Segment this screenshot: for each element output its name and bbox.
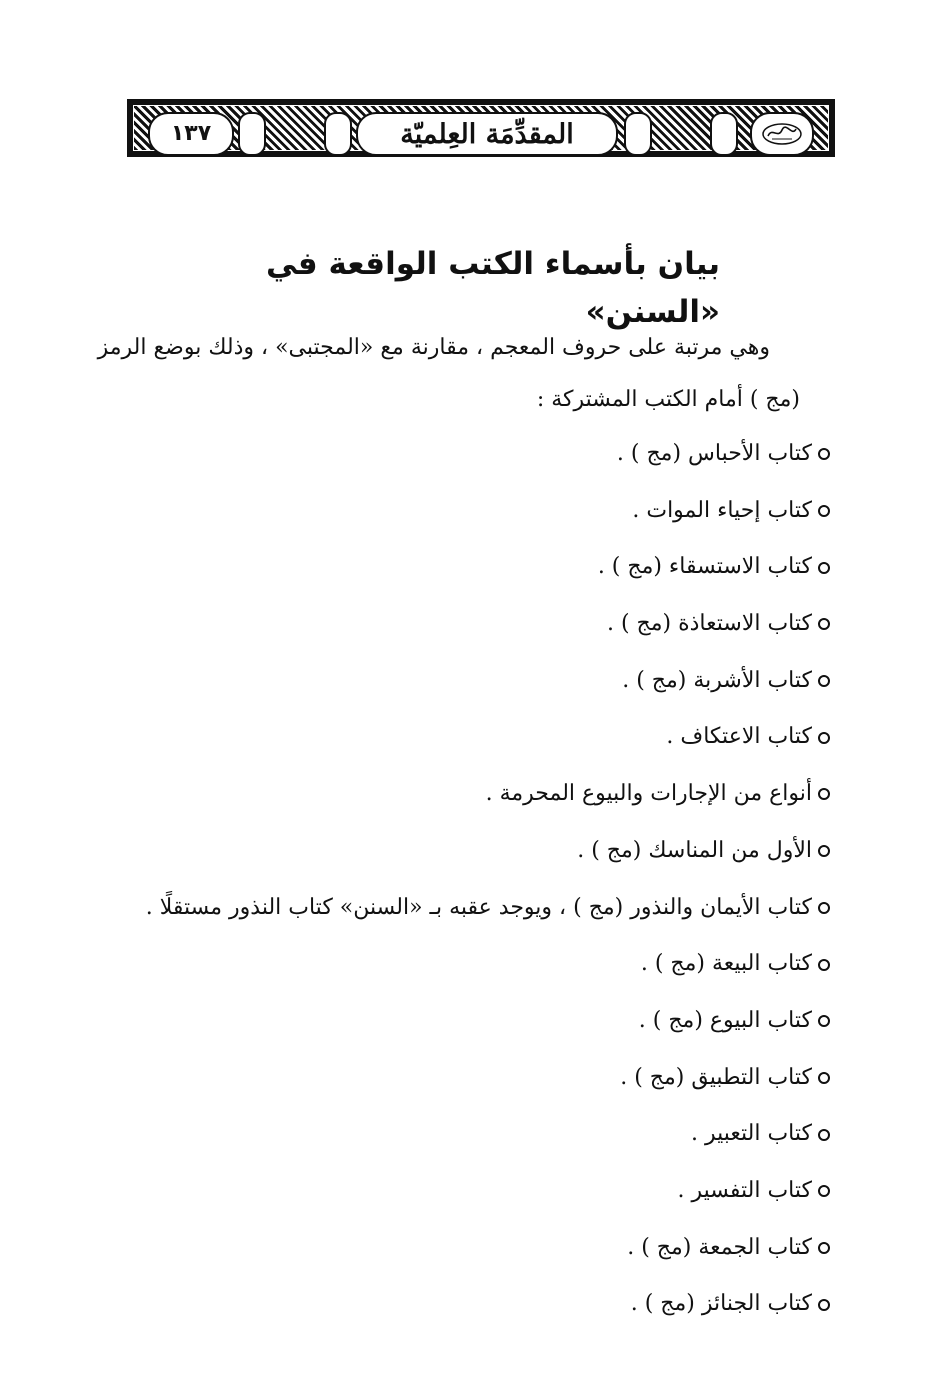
bullet-circle-icon [818,1299,830,1311]
list-item [130,596,830,653]
list-item-text: كتاب التعبير . [691,1121,812,1147]
bullet-circle-icon [818,788,830,800]
emblem-icon [750,112,814,156]
list-item-text: كتاب التفسير . [677,1177,812,1203]
intro-paragraph [97,322,830,426]
bullet-circle-icon [818,845,830,857]
ornament-knot [238,112,266,156]
bullet-circle-icon [818,618,830,630]
bullet-circle-icon [818,732,830,744]
list-item-text: أنواع من الإجارات والبيوع المحرمة . [485,781,812,807]
bullet-circle-icon [818,505,830,517]
bullet-circle-icon [818,1185,830,1197]
list-item-text: الأول من المناسك (مج ) . [577,837,812,863]
bullet-circle-icon [818,1242,830,1254]
list-item-text: كتاب البيعة (مج ) . [640,951,812,977]
list-item [130,1050,830,1107]
bullet-circle-icon [818,959,830,971]
list-item-text: كتاب الأشربة (مج ) . [622,667,812,693]
bullet-circle-icon [818,902,830,914]
ornament-knot [624,112,652,156]
list-item-text: كتاب الجمعة (مج ) . [627,1234,812,1260]
list-item [130,653,830,710]
intro-line-2: (مج ) أمام الكتب المشتركة : [536,387,800,412]
list-item-text: كتاب الأحباس (مج ) . [616,441,812,466]
list-item [130,993,830,1050]
bullet-circle-icon [818,1015,830,1027]
list-item [130,709,830,766]
list-item [130,1220,830,1277]
list-item-text: كتاب إحياء الموات . [632,497,812,523]
list-item [130,823,830,880]
list-item-text: كتاب الاستسقاء (مج ) . [597,554,812,580]
list-item [130,483,830,540]
list-item [130,880,830,937]
page-number-cartouche [148,112,234,156]
list-item [130,936,830,993]
header-ornament [133,105,829,151]
list-item [130,766,830,823]
list-item [130,539,830,596]
bullet-circle-icon [818,1072,830,1084]
page-body [97,322,830,1333]
list-item [130,426,830,483]
list-item [130,1276,830,1333]
ornament-knot [324,112,352,156]
books-list [130,426,830,1333]
list-item-text: كتاب التطبيق (مج ) . [620,1064,812,1090]
ornament-knot [710,112,738,156]
calligraphy-emblem-icon [760,121,804,147]
header-title: المقدِّمَة العِلميّة [400,118,574,150]
bullet-circle-icon [818,562,830,574]
list-item [130,1163,830,1220]
list-item-text: كتاب الاعتكاف . [666,724,812,750]
list-item-text: كتاب الجنائز (مج ) . [630,1291,812,1317]
list-item-text: كتاب الاستعاذة (مج ) . [606,611,812,637]
list-item [130,1106,830,1163]
page-number: ١٣٧ [170,121,212,146]
bullet-circle-icon [818,448,830,460]
page-header [127,99,835,157]
intro-line-1: وهي مرتبة على حروف المعجم ، مقارنة مع «المجتبى» ، وذلك بوضع الرمز [97,335,770,360]
list-item-text: كتاب الأيمان والنذور (مج ) ، ويوجد عقبه بـ «السنن» كتاب النذور مستقلًا . [145,894,812,920]
bullet-circle-icon [818,675,830,687]
header-title-cartouche [356,112,618,156]
list-item-text: كتاب البيوع (مج ) . [638,1007,812,1033]
section-heading: بيان بأسماء الكتب الواقعة في «السنن» [266,246,720,330]
bullet-circle-icon [818,1129,830,1141]
